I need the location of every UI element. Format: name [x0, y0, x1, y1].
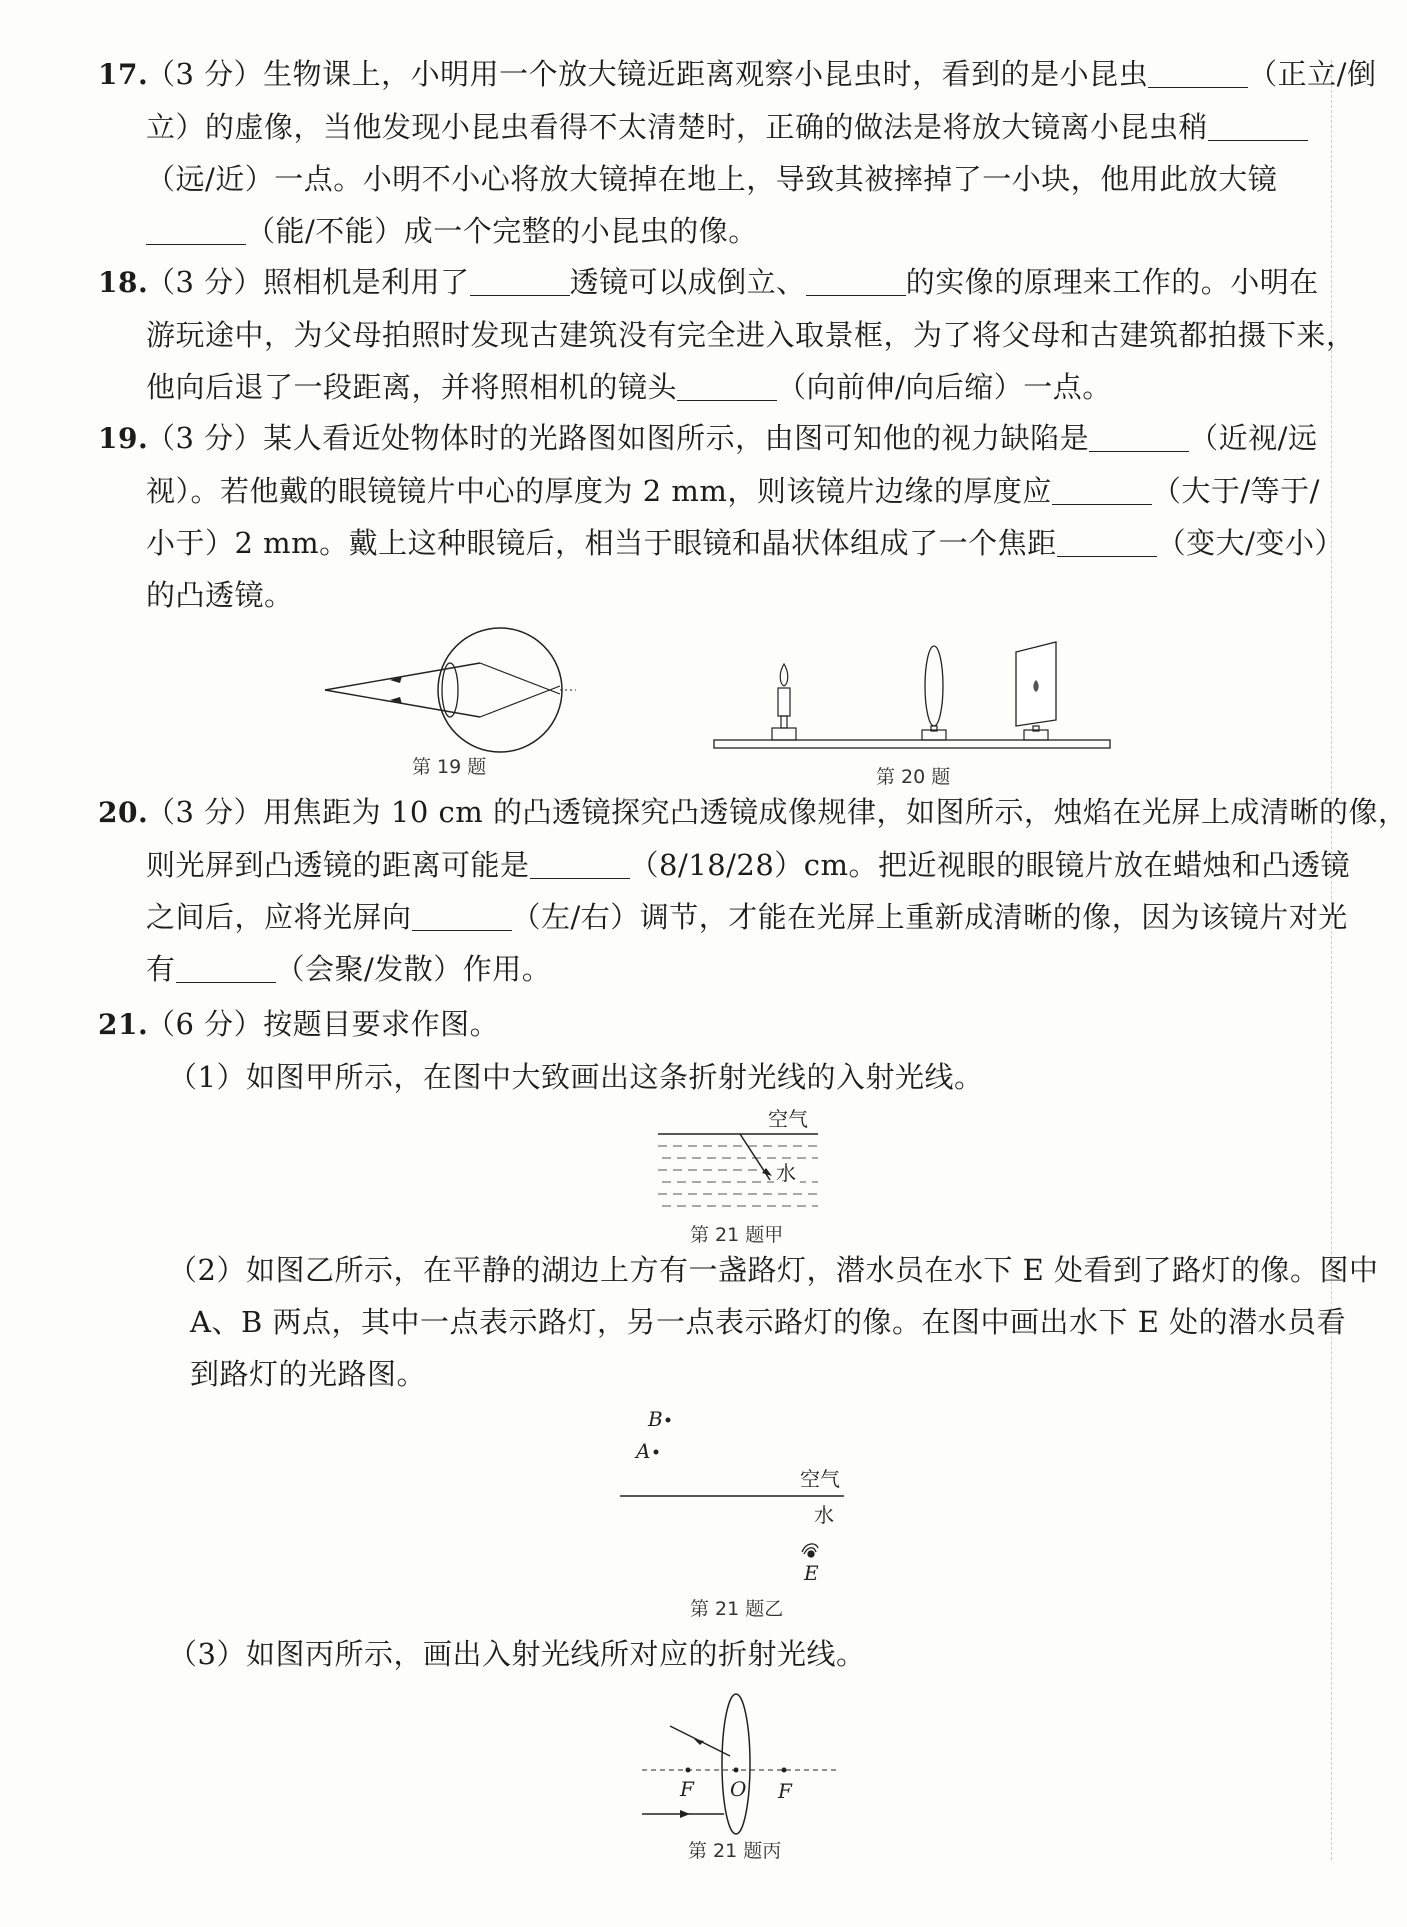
question-text: （能/不能）成一个完整的小昆虫的像。: [246, 214, 758, 248]
question-line: [98, 309, 1356, 361]
figure-21a-refraction: [650, 1106, 830, 1218]
question-text: （大于/等于/: [1151, 474, 1320, 508]
question-line: 到路灯的光路图。: [190, 1357, 427, 1391]
point-b: [666, 1418, 671, 1423]
optical-center: [734, 1768, 739, 1773]
question-line: [98, 517, 1344, 569]
question-18: [98, 256, 1356, 413]
question-number: 17.: [98, 58, 149, 91]
answer-blank[interactable]: [176, 952, 276, 983]
candle: [778, 688, 790, 716]
point-a: [654, 1450, 659, 1455]
question-line: [98, 891, 1348, 943]
question-part-1: （1）如图甲所示，在图中大致画出这条折射光线的入射光线。: [168, 1060, 984, 1094]
answer-blank[interactable]: [1148, 57, 1248, 88]
point-b-label: B: [648, 1407, 663, 1431]
answer-blank[interactable]: [806, 265, 906, 296]
question-text: 则光屏到凸透镜的距离可能是: [146, 848, 530, 882]
question-text: （3 分）用焦距为 10 cm 的凸透镜探究凸透镜成像规律，如图所示，烛焰在光屏上成清晰的像，: [146, 795, 1407, 829]
question-line: [98, 943, 1310, 995]
question-19: [98, 412, 1344, 621]
question-text: 有: [146, 952, 176, 986]
question-line: [98, 786, 1407, 839]
figure-21c-caption: 第 21 题丙: [688, 1840, 782, 1862]
question-text: （3 分）某人看近处物体时的光路图如图所示，由图可知他的视力缺陷是: [146, 421, 1090, 455]
question-line: [98, 256, 1319, 309]
air-label: 空气: [768, 1107, 808, 1131]
question-21: [98, 998, 1310, 1103]
question-text: （远/近）一点。小明不小心将放大镜掉在地上，导致其被摔掉了一小块，他用此放大镜: [146, 162, 1278, 196]
question-20: [98, 786, 1407, 995]
answer-blank[interactable]: [470, 265, 570, 296]
figure-20-caption: 第 20 题: [876, 766, 951, 788]
question-text: 透镜可以成倒立、: [569, 265, 806, 299]
figure-21a-caption: 第 21 题甲: [690, 1224, 784, 1246]
question-line: [98, 569, 1310, 621]
question-21-part-3: [98, 1628, 1310, 1680]
answer-blank[interactable]: [530, 848, 630, 879]
question-line: （2）如图乙所示，在平静的湖边上方有一盏路灯，潜水员在水下 E 处看到了路灯的像。图中: [168, 1253, 1379, 1287]
question-text: （正立/倒: [1248, 57, 1377, 91]
focus-right-label: F: [778, 1779, 792, 1803]
focus-right: [782, 1768, 787, 1773]
answer-blank[interactable]: [146, 214, 246, 245]
focus-left: [686, 1768, 691, 1773]
question-text: （左/右）调节，才能在光屏上重新成清晰的像，因为该镜片对光: [511, 900, 1348, 934]
question-number: 18.: [98, 266, 149, 299]
question-line: [98, 153, 1310, 205]
question-17: [98, 48, 1377, 257]
answer-blank[interactable]: [1208, 110, 1308, 141]
question-text: （3 分）照相机是利用了: [146, 265, 470, 299]
figure-21b-lamp-image: [610, 1408, 850, 1588]
figure-21b-caption: 第 21 题乙: [690, 1598, 784, 1620]
question-text: （变大/变小）: [1156, 526, 1344, 560]
water-label: 水: [814, 1503, 834, 1527]
question-text: 的凸透镜。: [146, 578, 294, 612]
air-label: 空气: [800, 1467, 840, 1491]
answer-blank[interactable]: [1052, 474, 1152, 505]
convex-lens: [925, 646, 943, 726]
question-line: [98, 839, 1351, 891]
figure-19-eye-diagram: [320, 630, 580, 770]
question-line: [98, 412, 1318, 465]
question-text: （3 分）生物课上，小明用一个放大镜近距离观察小昆虫时，看到的是小昆虫: [146, 57, 1149, 91]
focus-left-label: F: [680, 1777, 694, 1801]
answer-blank[interactable]: [677, 370, 777, 401]
point-a-label: A: [636, 1439, 651, 1463]
question-line: [98, 48, 1377, 101]
question-line: [98, 101, 1310, 153]
question-line: [98, 361, 1310, 413]
figure-19-caption: 第 19 题: [412, 756, 487, 778]
figure-21c-lens: [640, 1686, 840, 1832]
question-number: 21.: [98, 1008, 149, 1041]
question-text: 视）。若他戴的眼镜镜片中心的厚度为 2 mm，则该镜片边缘的厚度应: [146, 474, 1052, 508]
candle-flame: [780, 664, 788, 686]
question-text: 立）的虚像，当他发现小昆虫看得不太清楚时，正确的做法是将放大镜离小昆虫稍: [146, 110, 1209, 144]
question-text: 小于）2 mm。戴上这种眼镜后，相当于眼镜和晶状体组成了一个焦距: [146, 526, 1057, 560]
question-text: 他向后退了一段距离，并将照相机的镜头: [146, 370, 678, 404]
figure-20-optical-bench: [712, 640, 1112, 760]
question-number: 19.: [98, 422, 149, 455]
question-text: 的实像的原理来工作的。小明在: [905, 265, 1319, 299]
question-line: A、B 两点，其中一点表示路灯，另一点表示路灯的像。在图中画出水下 E 处的潜水员看: [190, 1305, 1347, 1339]
question-text: （会聚/发散）作用。: [275, 952, 552, 986]
point-e-label: E: [804, 1561, 819, 1585]
question-line: [98, 998, 1310, 1051]
answer-blank[interactable]: [1089, 421, 1189, 452]
convex-lens: [722, 1694, 750, 1834]
diver-eye-icon: [802, 1544, 818, 1557]
center-label: O: [730, 1777, 747, 1801]
answer-blank[interactable]: [1057, 526, 1157, 557]
question-part-3: （3）如图丙所示，画出入射光线所对应的折射光线。: [168, 1637, 866, 1671]
water-label: 水: [776, 1161, 796, 1185]
question-text: （近视/远: [1189, 421, 1318, 455]
question-text: （向前伸/向后缩）一点。: [777, 370, 1112, 404]
question-21-part-2: [98, 1244, 1379, 1400]
question-line: [98, 465, 1320, 517]
answer-blank[interactable]: [412, 900, 512, 931]
question-text: （6 分）按题目要求作图。: [146, 1007, 500, 1041]
question-line: [98, 205, 1310, 257]
question-number: 20.: [98, 796, 149, 829]
question-text: 之间后，应将光屏向: [146, 900, 412, 934]
question-text: （8/18/28）cm。把近视眼的眼镜片放在蜡烛和凸透镜: [629, 848, 1351, 882]
question-text: 游玩途中，为父母拍照时发现古建筑没有完全进入取景框，为了将父母和古建筑都拍摄下来，: [146, 318, 1356, 352]
